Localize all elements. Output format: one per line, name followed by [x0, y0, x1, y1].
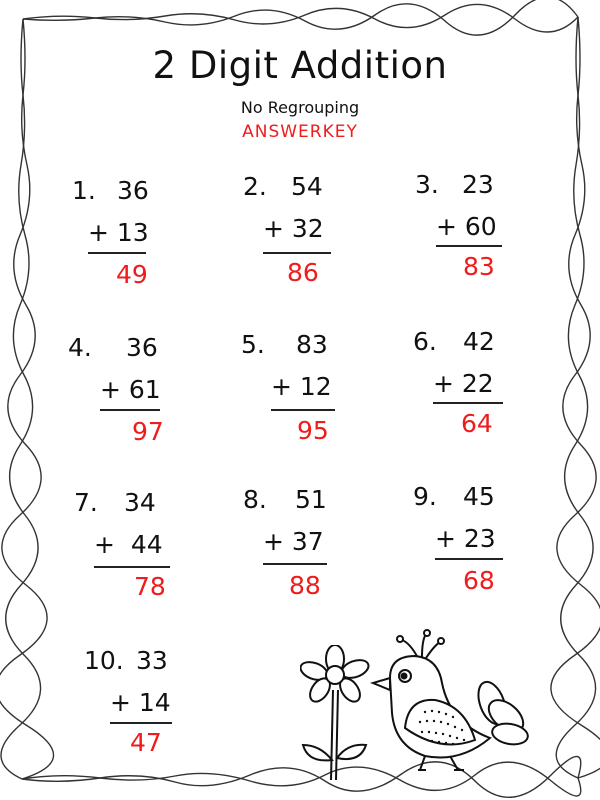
- flower-illustration: [300, 645, 370, 780]
- problem-number: 5.: [241, 330, 265, 359]
- top-number: 83: [296, 330, 328, 359]
- addend: + 32: [263, 214, 324, 243]
- answer: 68: [463, 566, 495, 595]
- sum-line: [110, 722, 172, 724]
- addend: + 14: [110, 688, 171, 717]
- answer: 64: [461, 409, 493, 438]
- worksheet-title: 2 Digit Addition: [152, 44, 448, 87]
- top-number: 42: [463, 327, 495, 356]
- sum-line: [435, 558, 503, 560]
- answer: 95: [297, 416, 329, 445]
- sum-line: [94, 566, 170, 568]
- problem-7: [74, 488, 224, 618]
- problem-number: 7.: [74, 488, 98, 517]
- addend: + 22: [433, 369, 494, 398]
- problem-3: [415, 170, 565, 300]
- sum-line: [436, 245, 502, 247]
- top-number: 36: [126, 333, 158, 362]
- problem-2: [243, 172, 393, 302]
- answer: 47: [130, 728, 162, 757]
- sum-line: [100, 409, 160, 411]
- problem-number: 8.: [243, 485, 267, 514]
- addend: + 37: [263, 527, 324, 556]
- top-number: 51: [295, 485, 327, 514]
- sum-line: [433, 402, 503, 404]
- top-number: 36: [117, 176, 149, 205]
- answer: 49: [116, 260, 148, 289]
- top-number: 45: [463, 482, 495, 511]
- sum-line: [263, 563, 327, 565]
- problem-6: [413, 327, 563, 457]
- bird-illustration: [370, 628, 550, 778]
- sum-line: [271, 409, 335, 411]
- answer: 78: [134, 572, 166, 601]
- answer: 88: [289, 571, 321, 600]
- problem-number: 9.: [413, 482, 437, 511]
- addend: + 23: [435, 524, 496, 553]
- top-number: 33: [136, 646, 168, 675]
- problem-5: [241, 330, 391, 460]
- problem-number: 2.: [243, 172, 267, 201]
- addend: + 44: [94, 530, 163, 559]
- problem-8: [243, 485, 393, 615]
- sum-line: [263, 252, 331, 254]
- problem-number: 6.: [413, 327, 437, 356]
- answer-key-label: ANSWERKEY: [242, 122, 358, 142]
- problem-1: [72, 176, 222, 306]
- sum-line: [88, 252, 146, 254]
- answer: 83: [463, 252, 495, 281]
- problem-number: 10.: [84, 646, 124, 675]
- addend: + 13: [88, 218, 149, 247]
- addend: + 12: [271, 372, 332, 401]
- problem-9: [413, 482, 563, 612]
- top-number: 34: [124, 488, 156, 517]
- worksheet-subtitle: No Regrouping: [240, 98, 360, 117]
- top-number: 54: [291, 172, 323, 201]
- answer: 86: [287, 258, 319, 287]
- problem-10: [84, 646, 234, 776]
- addend: + 60: [436, 212, 497, 241]
- problem-number: 4.: [68, 333, 92, 362]
- problem-number: 3.: [415, 170, 439, 199]
- addend: + 61: [100, 375, 161, 404]
- answer: 97: [132, 417, 164, 446]
- problem-number: 1.: [72, 176, 96, 205]
- problem-4: [68, 333, 218, 463]
- top-number: 23: [462, 170, 494, 199]
